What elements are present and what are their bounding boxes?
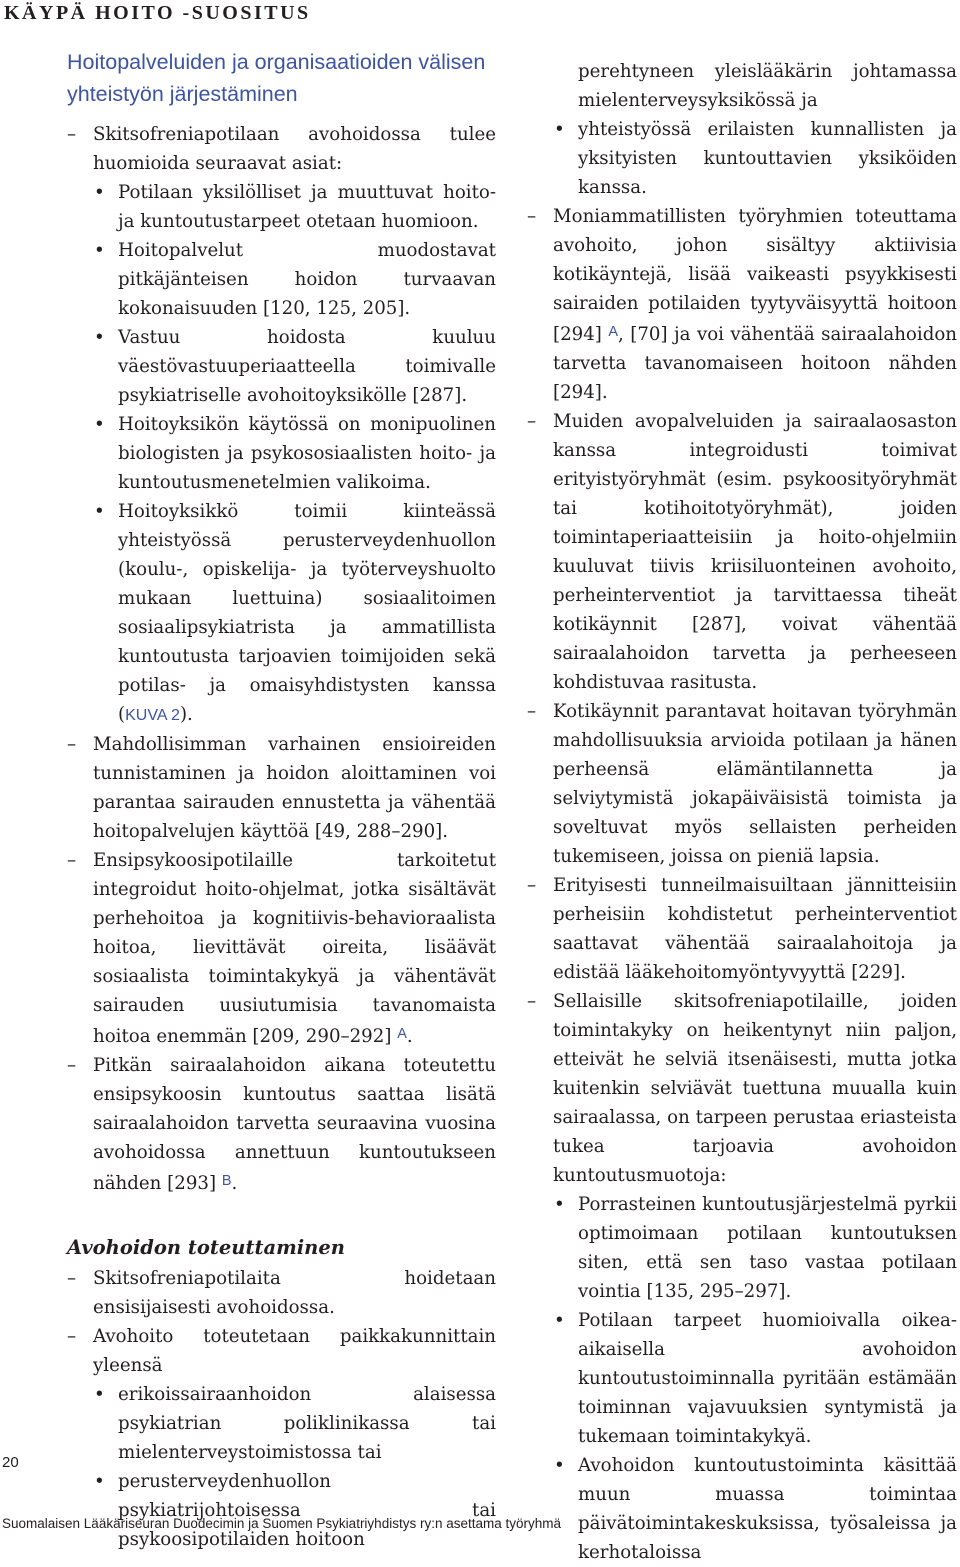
- dash-item-intro: – Skitsofreniapotilaan avohoidossa tulee huomioida seuraavat asiat: • Potilaan yksilölliset ja muuttuvat hoito- ja kuntoutustarpeet otetaan huomioon. • Hoitopalvelut muodostavat pitkäjänteisen hoidon turvaavan kokonaisuuden [120, 125, 205]. • Vastuu hoidosta kuuluu väestövastuuperiaatteella toimivalle psykiatriselle avohoitoyksikölle [287]. • Hoitoyksikön käytössä on monipuolinen biologisten ja psykososiaalisten hoito- ja kuntoutusmenetelmien valikoima. • Hoitoyksikkö toimii kiinteässä yhteistyössä perusterveydenhuollon (koulu-, opiskelija- ja työterveyshuolto mukaan luettuina) sosiaalitoimen sosiaalipsykiatrista ja ammatillista kuntoutusta tarjoavien toimijoiden sekä potilas- ja omaisyhdistysten kanssa (KUVA 2).: [67, 120, 496, 730]
- bullet-item: • Vastuu hoidosta kuuluu väestövastuuperiaatteella toimivalle psykiatriselle avohoitoyksikölle [287].: [67, 323, 496, 410]
- bullet-item: • Potilaan tarpeet huomioivalla oikea-aikaisella avohoidon kuntoutustoiminnalla pyritään estämään toiminnan vajavuuksien syntymistä ja tukemaan toimintakykyä.: [527, 1306, 957, 1451]
- dash-item: – Erityisesti tunneilmaisuiltaan jännitteisiin perheisiin kohdistetut perheinterventiot saattavat vähentää sairaalahoitoja ja edistää lääkehoitomyöntyvyyttä [229].: [527, 871, 957, 987]
- subheading: Avohoidon toteuttaminen: [67, 1236, 345, 1259]
- dash-item: – Sellaisille skitsofreniapotilaille, joiden toimintakyky on heikentynyt niin paljon, etteivät he selviä itsenäisesti, mutta jotka kuitenkin selviävät tuettuna muualla kuin sairaalassa, on tarpeen perustaa eriasteista tukea tarjoavia avohoidon kuntoutusmuotoja:: [527, 987, 957, 1190]
- dash-item: – Mahdollisimman varhainen ensioireiden tunnistaminen ja hoidon aloittaminen voi parantaa sairauden ennustetta ja vähentää hoitopalvelujen käyttöä [49, 288–290].: [67, 730, 496, 846]
- continued-text: perehtyneen yleislääkärin johtamassa mielenterveysyksikössä ja: [578, 61, 957, 111]
- dash-item: – Pitkän sairaalahoidon aikana toteutettu ensipsykoosin kuntoutus saattaa lisätä sairaalahoidon tarvetta seuraavina vuosina avohoidossa annettuun kuntoutukseen nähden [293] $^B$.: [67, 1051, 496, 1198]
- bullet-item: • Avohoidon kuntoutustoiminta käsittää muun muassa toimintaa päivätoimintakeskuksissa, työsaleissa ja kerhotaloissa: [527, 1451, 957, 1567]
- bullet-item: • yhteistyössä erilaisten kunnallisten ja yksityisten kuntouttavien yksiköiden kanssa.: [527, 115, 957, 202]
- evidence-grade-badge: B: [221, 1173, 232, 1189]
- bullet-item: • Hoitopalvelut muodostavat pitkäjänteisen hoidon turvaavan kokonaisuuden [120, 125, 205].: [67, 236, 496, 323]
- dash-item: – Avohoito toteutetaan paikkakunnittain yleensä: [67, 1322, 496, 1380]
- dash-item: – Muiden avopalveluiden ja sairaalaosaston kanssa integroidusti toimivat erityistyöryhmät (esim. psykoosityöryhmät tai kotihoitotyöryhmät), joiden toimintaperiaatteisiin ja hoito-ohjelmiin kuuluvat tiivis kriisiluonteinen avohoito, perheinterventiot ja tarvittaessa tiheät kotikäynnit [287], voivat vähentää sairaalahoidon tarvetta ja perheeseen kohdistuvaa rasitusta.: [527, 407, 957, 697]
- section-title: Hoitopalveluiden ja organisaatioiden välisen yhteistyön järjestäminen: [67, 50, 486, 106]
- dash-item: – Moniammatillisten työryhmien toteuttama avohoito, johon sisältyy aktiivisia kotikäyntejä, lisää vaikeasti psyykkisesti sairaiden potilaiden tyytyväisyyttä hoitoon [294] $^A$, [70] ja voi vähentää sairaalahoidon tarvetta tavanomaiseen hoitoon nähden [294].: [527, 202, 957, 407]
- page-number: 20: [2, 1454, 19, 1471]
- bullet-item: • Potilaan yksilölliset ja muuttuvat hoito- ja kuntoutustarpeet otetaan huomioon.: [67, 178, 496, 236]
- left-column: [67, 0, 496, 1554]
- bullet-item: • erikoissairaanhoidon alaisessa psykiatrian poliklinikassa tai mielenterveystoimistossa tai: [67, 1380, 496, 1467]
- bullet-item: • perusterveydenhuollon psykiatrijohtoisessa tai psykoosipotilaiden hoitoon: [67, 1467, 496, 1554]
- dash-item: – Ensipsykoosipotilaille tarkoitetut integroidut hoito-ohjelmat, jotka sisältävät perhehoitoa ja kognitiivis-behavioraalista hoitoa, lievittävät oireita, lisäävät sosiaalista toimintakykyä ja vähentävät sairauden uusiutumisia tavanomaista hoitoa enemmän [209, 290–292] $^A$.: [67, 846, 496, 1051]
- bullet-item: • Hoitoyksikkö toimii kiinteässä yhteistyössä perusterveydenhuollon (koulu-, opiskelija- ja työterveyshuolto mukaan luettuina) sosiaalitoimen sosiaalipsykiatrista ja ammatillista kuntoutusta tarjoavien toimijoiden sekä potilas- ja omaisyhdistysten kanssa (KUVA 2).: [67, 497, 496, 730]
- evidence-grade-badge: A: [608, 324, 619, 340]
- bullet-item: • Porrasteinen kuntoutusjärjestelmä pyrkii optimoimaan potilaan kuntoutuksen siten, että sen taso vastaa potilaan vointia [135, 295–297].: [527, 1190, 957, 1306]
- figure-reference-link[interactable]: KUVA 2: [125, 707, 180, 724]
- page-footer: Suomalaisen Lääkäriseuran Duodecimin ja Suomen Psykiatriyhdistys ry:n asettama työryhmä: [2, 1516, 562, 1531]
- right-column: [527, 57, 957, 1567]
- page-header: KÄYPÄ HOITO -SUOSITUS: [4, 2, 311, 24]
- dash-item: – Skitsofreniapotilaita hoidetaan ensisijaisesti avohoidossa.: [67, 1264, 496, 1322]
- evidence-grade-badge: A: [397, 1026, 407, 1042]
- dash-item: – Kotikäynnit parantavat hoitavan työryhmän mahdollisuuksia arvioida potilaan ja hänen perheensä elämäntilannetta ja selviytymistä jokapäiväisistä toimista ja soveltuvat myös sellaisten perheiden tukemiseen, joissa on pieniä lapsia.: [527, 697, 957, 871]
- bullet-item: • Hoitoyksikön käytössä on monipuolinen biologisten ja psykososiaalisten hoito- ja kuntoutusmenetelmien valikoima.: [67, 410, 496, 497]
